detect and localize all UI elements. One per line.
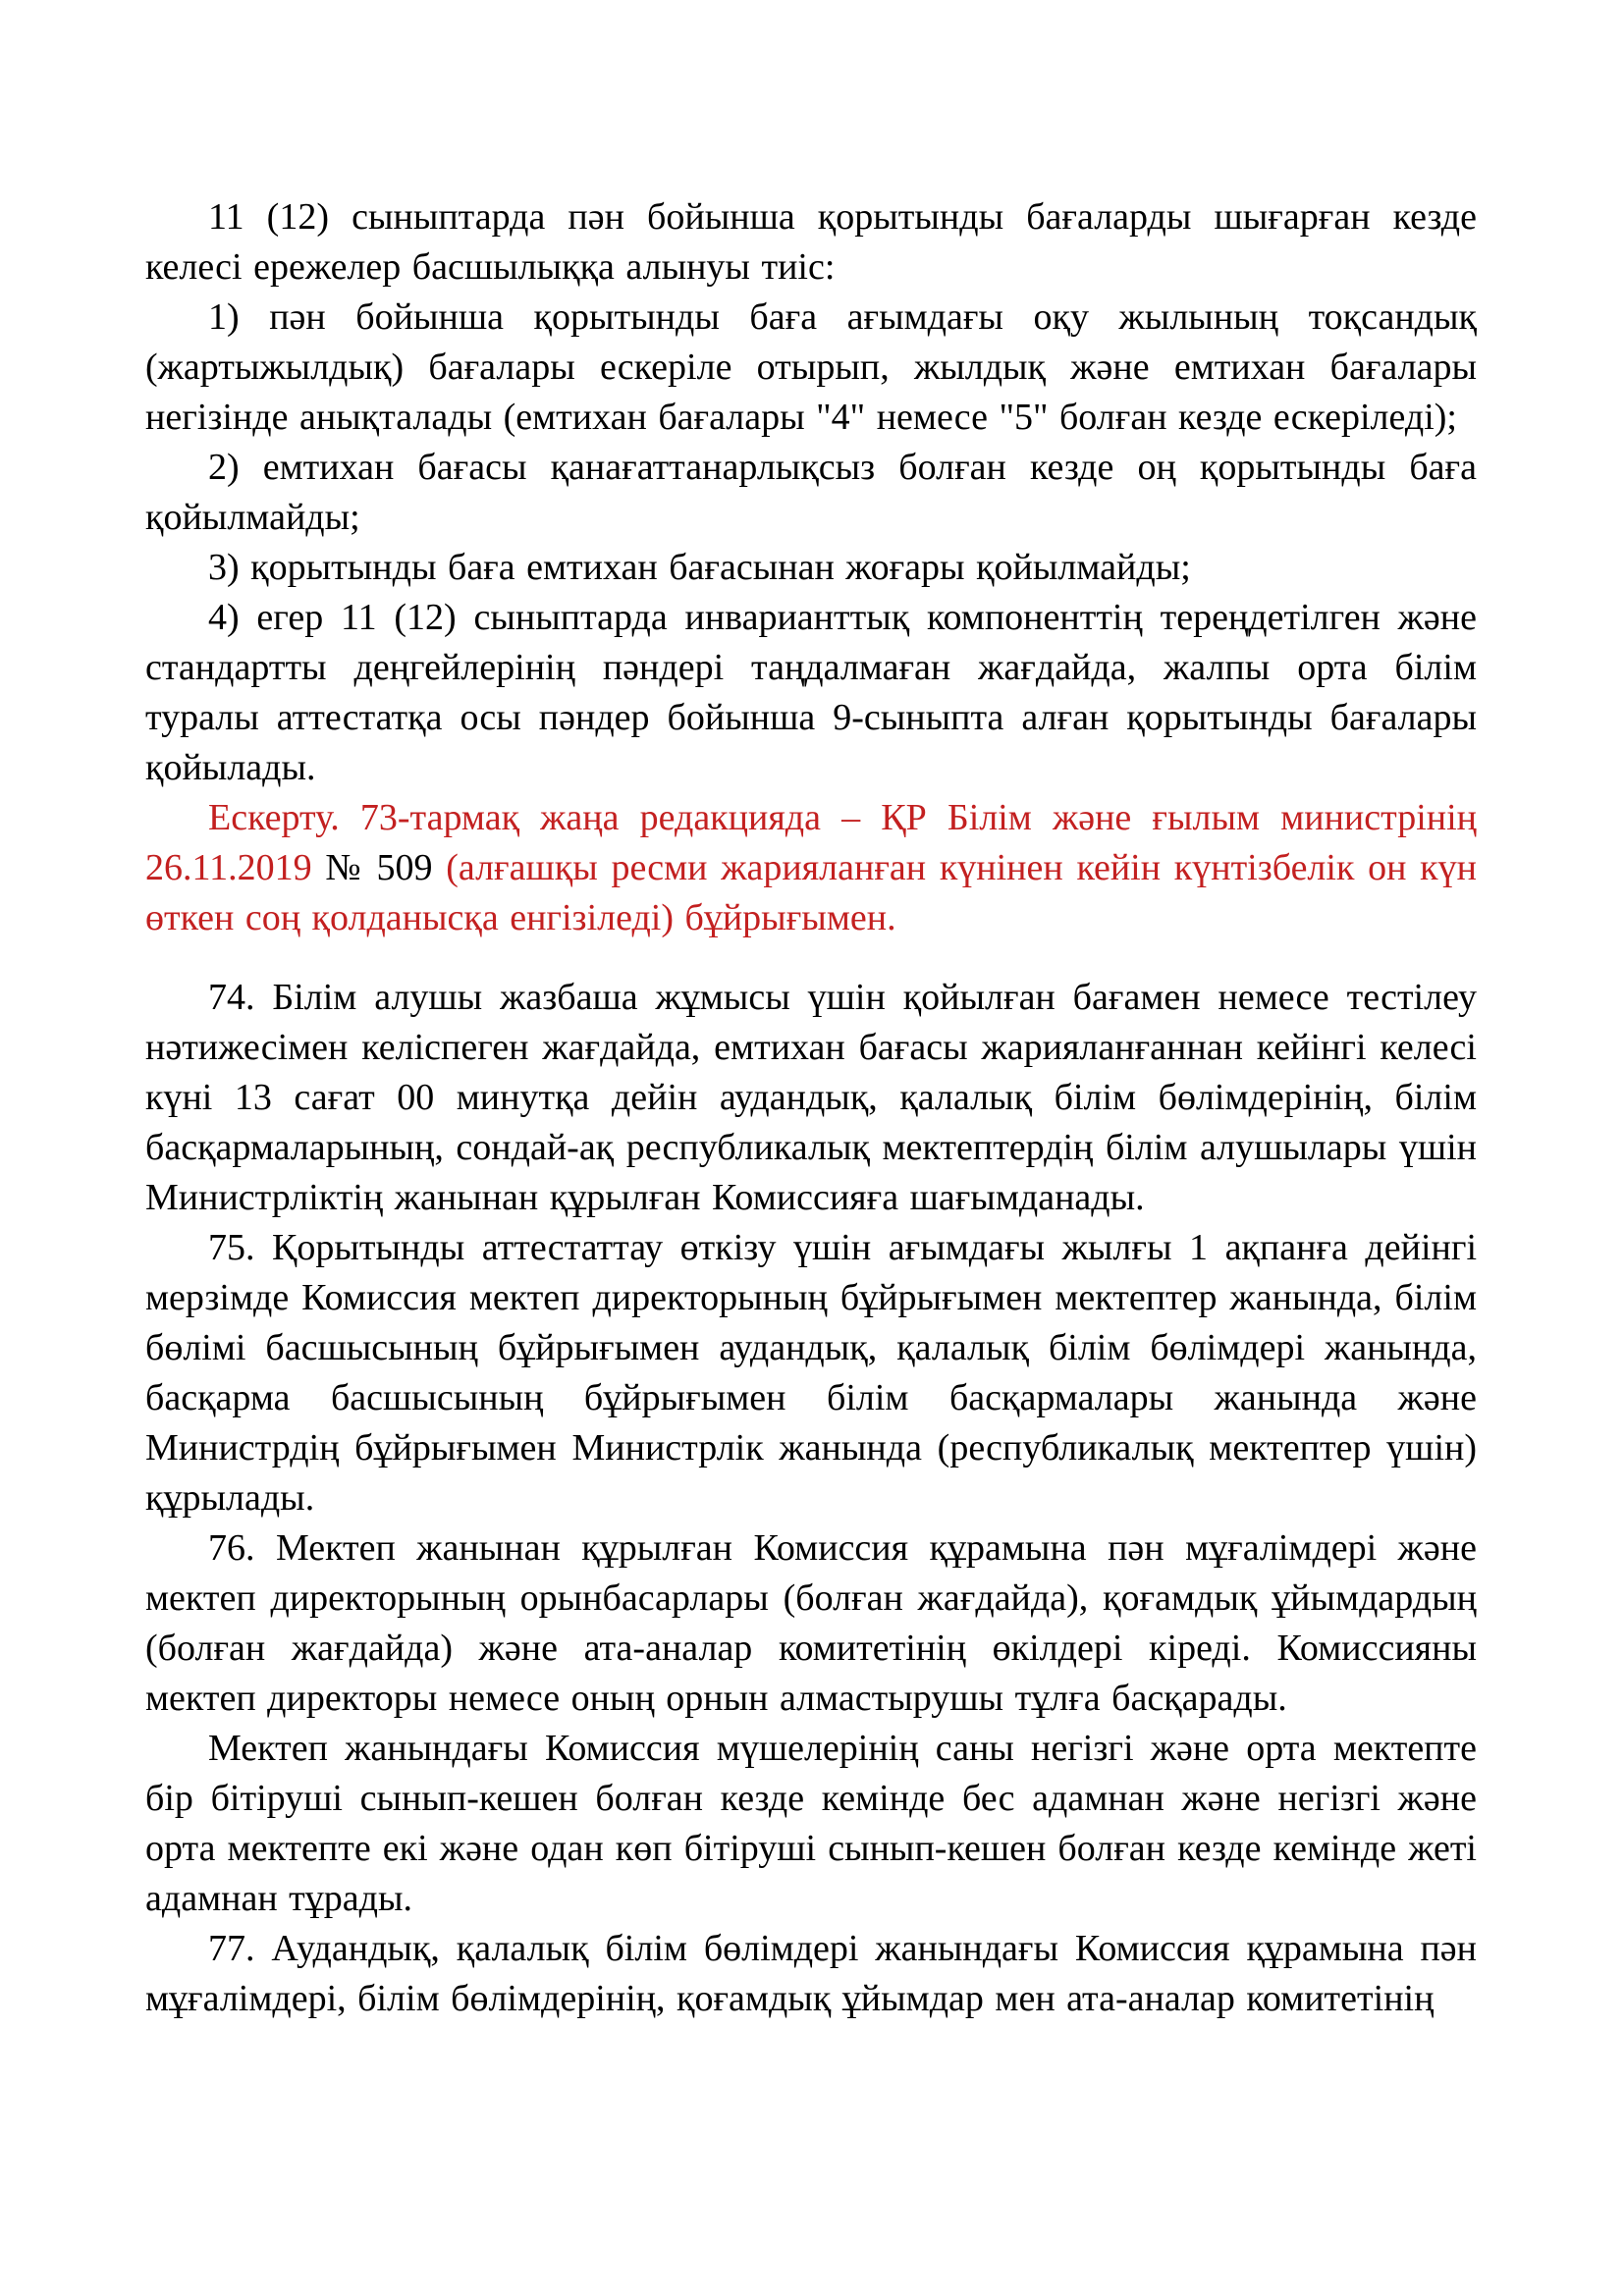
paragraph-p73-item-1: 1) пән бойынша қорытынды баға ағымдағы оқу жылының тоқсандық (жартыжылдық) бағалары ескеріле отырып, жылдық және емтихан бағалары негізінде анықталады (емтихан бағалары "4" немесе "5" болған кезде ескеріледі); bbox=[145, 296, 1477, 438]
paragraph-p76: 76. Мектеп жанынан құрылған Комиссия құрамына пән мұғалімдері және мектеп директорының орынбасарлары (болған жағдайда), қоғамдық ұйымдардың (болған жағдайда) және ата-аналар комитетінің өкілдері кіреді. Комиссияны мектеп директоры немесе оның орнын алмастырушы тұлға басқарады. bbox=[145, 1527, 1477, 1719]
amendment-note-segment-1: № 509 bbox=[325, 847, 433, 888]
paragraph-p77: 77. Аудандық, қалалық білім бөлімдері жанындағы Комиссия құрамына пән мұғалімдері, білім бөлімдерінің, қоғамдық ұйымдар мен ата-аналар комитетінің bbox=[145, 1928, 1477, 2019]
amendment-note-segment-0: Ескерту. 73-тармақ жаңа редакцияда – ҚР Білім және ғылым министрінің 26.11.2019 bbox=[145, 797, 1477, 888]
paragraph-p76-cont: Мектеп жанындағы Комиссия мүшелерінің саны негізгі және орта мектепте бір бітіруші сынып-кешен болған кезде кемінде бес адамнан және негізгі және орта мектепте екі және одан көп бітіруші сынып-кешен болған кезде кемінде жеті адамнан тұрады. bbox=[145, 1728, 1477, 1919]
paragraph-p73-item-3: 3) қорытынды баға емтихан бағасынан жоғары қойылмайды; bbox=[208, 547, 1191, 588]
amendment-note-segment-2: (алғашқы ресми жарияланған күнінен кейін күнтізбелік он күн өткен соң қолданысқа енгізіледі) бұйрығымен. bbox=[145, 847, 1477, 938]
paragraph-p75: 75. Қорытынды аттестаттау өткізу үшін ағымдағы жылғы 1 ақпанға дейінгі мерзімде Комиссия мектеп директорының бұйрығымен мектептер жанында, білім бөлімі басшысының бұйрығымен аудандық, қалалық білім бөлімдері жанында, басқарма басшысының бұйрығымен білім басқармалары жанында және Министрдің бұйрығымен Министрлік жанында (республикалық мектептер үшін) құрылады. bbox=[145, 1227, 1477, 1519]
paragraph-note-73 bbox=[145, 793, 1477, 943]
document-content bbox=[145, 192, 1477, 2024]
paragraph-p73-item-2: 2) емтихан бағасы қанағаттанарлықсыз болған кезде оң қорытынды баға қойылмайды; bbox=[145, 447, 1477, 538]
paragraph-p74: 74. Білім алушы жазбаша жұмысы үшін қойылған бағамен немесе тестілеу нәтижесімен келіспеген жағдайда, емтихан бағасы жарияланғаннан кейінгі келесі күні 13 сағат 00 минутқа дейін аудандық, қалалық білім бөлімдерінің, білім басқармаларының, сондай-ақ республикалық мектептердің білім алушылары үшін Министрліктің жанынан құрылған Комиссияға шағымданады. bbox=[145, 977, 1477, 1218]
paragraph-p73-item-4: 4) егер 11 (12) сыныптарда инварианттық компоненттің тереңдетілген және стандартты деңгейлерінің пәндері таңдалмаған жағдайда, жалпы орта білім туралы аттестатқа осы пәндер бойынша 9-сыныпта алған қорытынды бағалары қойылады. bbox=[145, 597, 1477, 788]
paragraph-p73-intro: 11 (12) сыныптарда пән бойынша қорытынды бағаларды шығарған кезде келесі ережелер басшылыққа алынуы тиіс: bbox=[145, 196, 1477, 288]
